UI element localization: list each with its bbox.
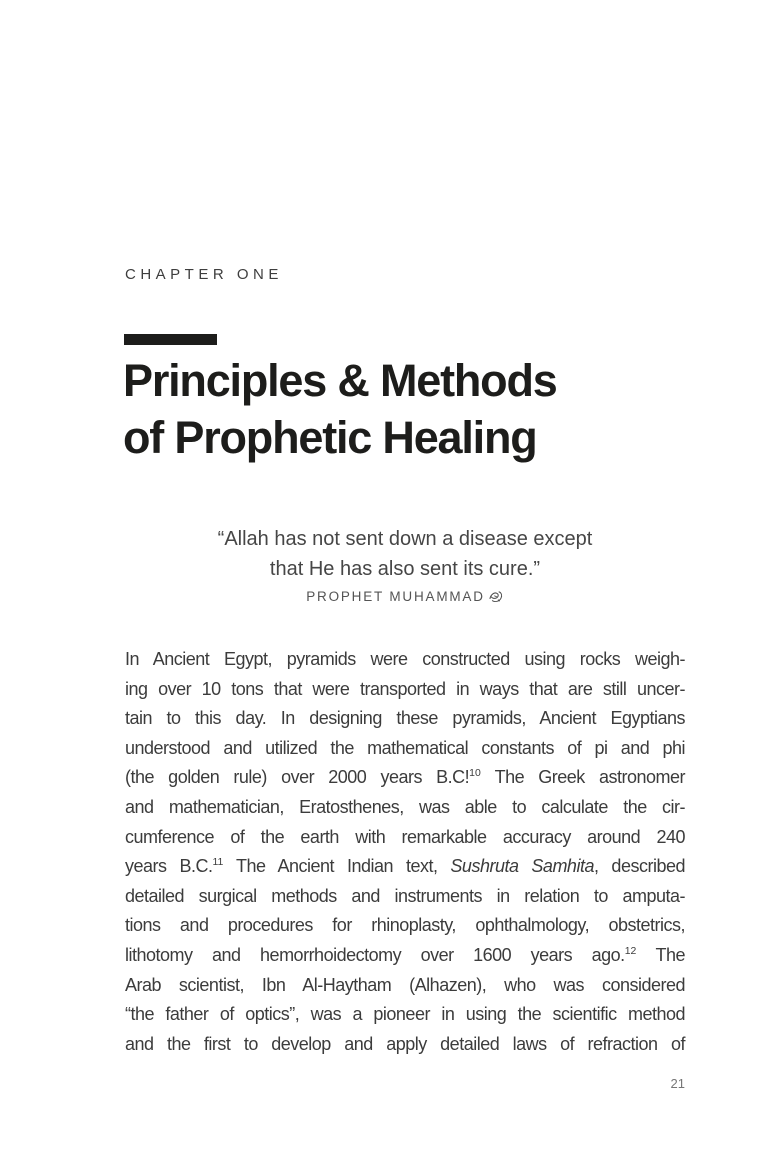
body-line: and the first to develop and apply detailed laws of refraction of xyxy=(125,1033,685,1054)
quote-line-1: “Allah has not sent down a disease except xyxy=(217,528,593,550)
body-line: cumference of the earth with remarkable accuracy around 240 xyxy=(125,826,685,847)
quote-attribution-name: PROPHET MUHAMMAD xyxy=(306,589,485,604)
body-line: understood and utilized the mathematical constants of pi and phi xyxy=(125,737,685,758)
quote-attribution xyxy=(125,589,685,607)
chapter-label: CHAPTER ONE xyxy=(125,266,283,283)
body-line: “the father of optics”, was a pioneer in using the scientific method xyxy=(125,1004,685,1025)
epigraph-quote xyxy=(125,524,685,607)
body-line: detailed surgical methods and instruments in relation to amputa- xyxy=(125,885,685,906)
body-line: Arab scientist, Ibn Al-Haytham (Alhazen), who was considered xyxy=(125,974,685,995)
body-line: tions and procedures for rhinoplasty, ophthalmology, obstetrics, xyxy=(125,915,685,936)
chapter-title xyxy=(123,352,723,466)
quote-line-2: that He has also sent its cure.” xyxy=(269,558,541,580)
body-line: years B.C.$^{11}$ The Ancient Indian text, Sushruta Samhita, described xyxy=(125,856,685,877)
chapter-title-line-2: of Prophetic Healing xyxy=(123,412,537,463)
body-line: ing over 10 tons that were transported in ways that are still uncer- xyxy=(125,678,685,699)
body-line: tain to this day. In designing these pyramids, Ancient Egyptians xyxy=(125,708,685,729)
honorific-icon xyxy=(488,589,504,607)
body-line: lithotomy and hemorrhoidectomy over 1600 years ago.$^{12}$ The xyxy=(125,944,685,965)
body-paragraph xyxy=(125,645,685,1059)
chapter-title-line-1: Principles & Methods xyxy=(123,355,557,406)
body-line: and mathematician, Eratosthenes, was able to calculate the cir- xyxy=(125,796,685,817)
body-line: (the golden rule) over 2000 years B.C!$^{10}$ The Greek astronomer xyxy=(125,767,685,788)
title-rule-bar xyxy=(124,334,217,345)
body-line: In Ancient Egypt, pyramids were constructed using rocks weigh- xyxy=(125,649,685,669)
page-number: 21 xyxy=(670,1076,685,1091)
